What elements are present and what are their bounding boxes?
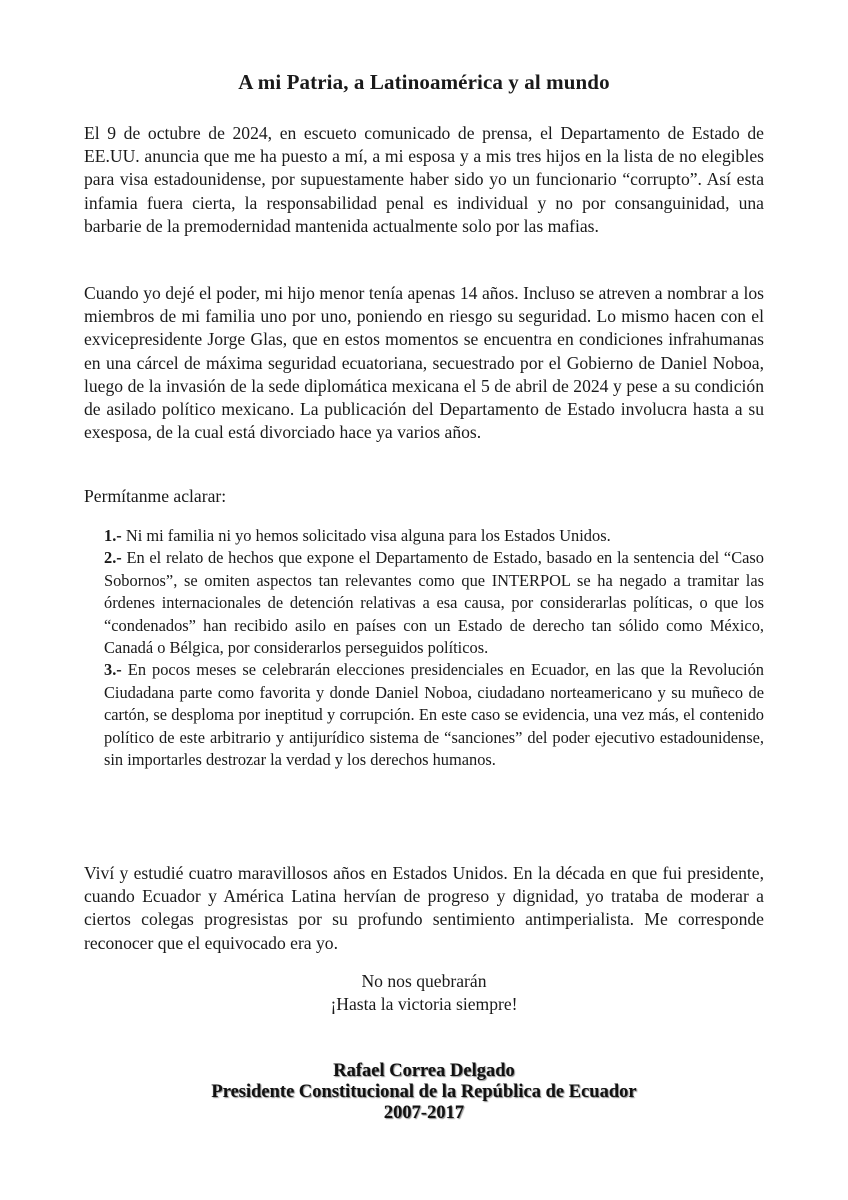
signature-position: Presidente Constitucional de la República de Ecuador — [211, 1082, 637, 1102]
list-item — [104, 547, 764, 659]
closing-line-2: ¡Hasta la victoria siempre! — [330, 994, 518, 1014]
paragraph-family: Cuando yo dejé el poder, mi hijo menor tenía apenas 14 años. Incluso se atreven a nombrar a los miembros de mi familia uno por uno, poniendo en riesgo su seguridad. Lo mismo hacen con el exvicepresidente Jorge Glas, que en estos momentos se encuentra en condiciones infrahumanas en una cárcel de máxima seguridad ecuatoriana, secuestrado por el Gobierno de Daniel Noboa, luego de la invasión de la sede diplomática mexicana el 5 de abril de 2024 y pese a su condición de asilado político mexicano. La publicación del Departamento de Estado involucra hasta a su exesposa, de la cual está divorciado hace ya varios años. — [84, 283, 764, 443]
signature-block — [0, 1061, 848, 1124]
list-item-text: En pocos meses se celebrarán elecciones presidenciales en Ecuador, en las que la Revolución Ciudadana parte como favorita y donde Daniel Noboa, ciudadano norteamericano y su muñeco de cartón, se desploma por ineptitud y corrupción. En este caso se evidencia, una vez más, el contenido político de este arbitrario y antijurídico sistema de “sanciones” del poder ejecutivo estadounidense, sin importarles destrozar la verdad y los derechos humanos. — [104, 660, 764, 770]
list-item-number: 3.- — [104, 660, 122, 680]
letter-title: A mi Patria, a Latinoamérica y al mundo — [238, 70, 610, 94]
paragraph-intro: El 9 de octubre de 2024, en escueto comunicado de prensa, el Departamento de Estado de EE.UU. anuncia que me ha puesto a mí, a mi esposa y a mis tres hijos en la lista de no elegibles para visa estadounidense, por supuestamente haber sido yo un funcionario “corrupto”. Así esta infamia fuera cierta, la responsabilidad penal es individual y no por consanguinidad, una barbarie de la premodernidad mantenida actualmente solo por las mafias. — [84, 123, 764, 236]
clarification-list — [104, 525, 764, 771]
closing-line-1: No nos quebrarán — [361, 971, 487, 991]
list-item-number: 1.- — [104, 526, 122, 545]
paragraph-clarify: Permítanme aclarar: — [84, 486, 227, 506]
list-item — [104, 525, 764, 547]
list-item-text: En el relato de hechos que expone el Departamento de Estado, basado en la sentencia del “Caso Sobornos”, se omiten aspectos tan relevantes como que INTERPOL se ha negado a tramitar las órdenes internacionales de detención relativas a esa causa, por considerarlas políticas, o que los “condenados” han recibido asilo en países con un Estado de derecho tan sólido como México, Canadá o Bélgica, por considerarlos perseguidos políticos. — [104, 548, 764, 658]
list-item-text: Ni mi familia ni yo hemos solicitado visa alguna para los Estados Unidos. — [121, 526, 611, 545]
closing-lines — [0, 970, 848, 1016]
signature-term: 2007-2017 — [383, 1103, 465, 1123]
list-item-number: 2.- — [104, 548, 122, 568]
signature-name: Rafael Correa Delgado — [333, 1061, 515, 1081]
paragraph-conclusion: Viví y estudié cuatro maravillosos años en Estados Unidos. En la década en que fui presidente, cuando Ecuador y América Latina hervían de progreso y dignidad, yo trataba de moderar a ciertos colegas progresistas por su profundo sentimiento antimperialista. Me corresponde reconocer que el equivocado era yo. — [84, 863, 764, 953]
list-item — [104, 659, 764, 771]
